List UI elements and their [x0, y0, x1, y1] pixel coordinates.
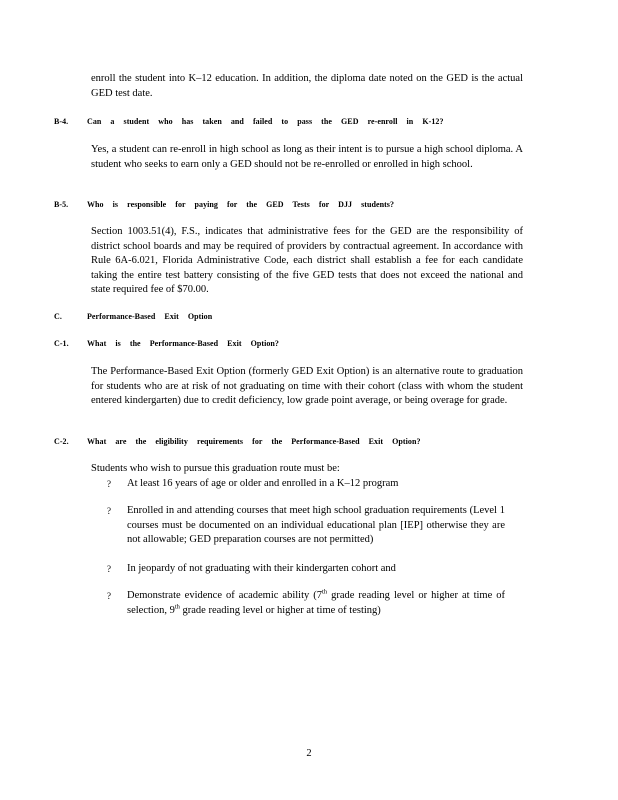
question-number: C-2.	[54, 437, 69, 446]
question-text: What are the eligibility requirements for the Performance-Based Exit Option?	[87, 437, 421, 446]
bullet-glyph: ?	[107, 564, 111, 574]
requirement-item: In jeopardy of not graduating with their kindergarten cohort and	[127, 563, 396, 574]
requirement-item	[127, 589, 505, 618]
bullet-glyph: ?	[107, 506, 111, 516]
question-text: Can a student who has taken and failed to pass the GED re-enroll in K-12?	[87, 117, 444, 126]
item-text: grade reading level or higher at time of selection, 9	[127, 590, 505, 616]
section-title: Performance-Based Exit Option	[87, 312, 213, 321]
answer-c2-intro: Students who wish to pursue this graduation route must be:	[91, 463, 340, 474]
answer-b5: Section 1003.51(4), F.S., indicates that administrative fees for the GED are the responsibility of district school boards and may be required of providers by contractual agreement. In accordance with Rule 6A-6.021, Florida Administrative Code, each district shall establish a fee for each candidate taking the entire test battery consisting of the five GED tests that does not exceed the national and state required fee of $70.00.	[91, 226, 523, 296]
answer-c1: The Performance-Based Exit Option (formerly GED Exit Option) is an alternative route to graduation for students who are at risk of not graduating on time with their cohort (class with whom the student entered kindergarten) due to credit deficiency, low grade point average, or being overage for grade.	[91, 366, 523, 407]
requirement-item: At least 16 years of age or older and enrolled in a K–12 program	[127, 478, 399, 489]
question-number: C-1.	[54, 339, 69, 348]
ordinal-suffix: th	[322, 588, 328, 596]
requirement-item: Enrolled in and attending courses that meet high school graduation requirements (Level 1 courses must be documented on an individual educational plan [IEP] otherwise they are not allowable; GED preparation courses are not permitted)	[127, 505, 505, 546]
answer-b4: Yes, a student can re-enroll in high school as long as their intent is to pursue a high school diploma. A student who seeks to earn only a GED should not be re-enrolled or enrolled in high school.	[91, 144, 523, 170]
question-number: B-4.	[54, 117, 69, 126]
ordinal-suffix: th	[174, 603, 180, 611]
question-b5	[54, 200, 574, 212]
item-text: grade reading level or higher at time of testing)	[179, 604, 381, 616]
section-c-heading	[54, 312, 574, 324]
question-number: B-5.	[54, 200, 69, 209]
bullet-glyph: ?	[107, 479, 111, 489]
bullet-glyph: ?	[107, 591, 111, 601]
question-c1	[54, 339, 574, 351]
question-c2	[54, 437, 574, 449]
question-text: What is the Performance-Based Exit Option?	[87, 339, 279, 348]
section-number: C.	[54, 312, 62, 321]
question-b4	[54, 117, 574, 129]
intro-paragraph: enroll the student into K–12 education. In addition, the diploma date noted on the GED is the actual GED test date.	[91, 73, 523, 99]
page-number: 2	[306, 748, 312, 759]
question-text: Who is responsible for paying for the GED Tests for DJJ students?	[87, 200, 395, 209]
item-text: Demonstrate evidence of academic ability (7	[127, 590, 323, 601]
